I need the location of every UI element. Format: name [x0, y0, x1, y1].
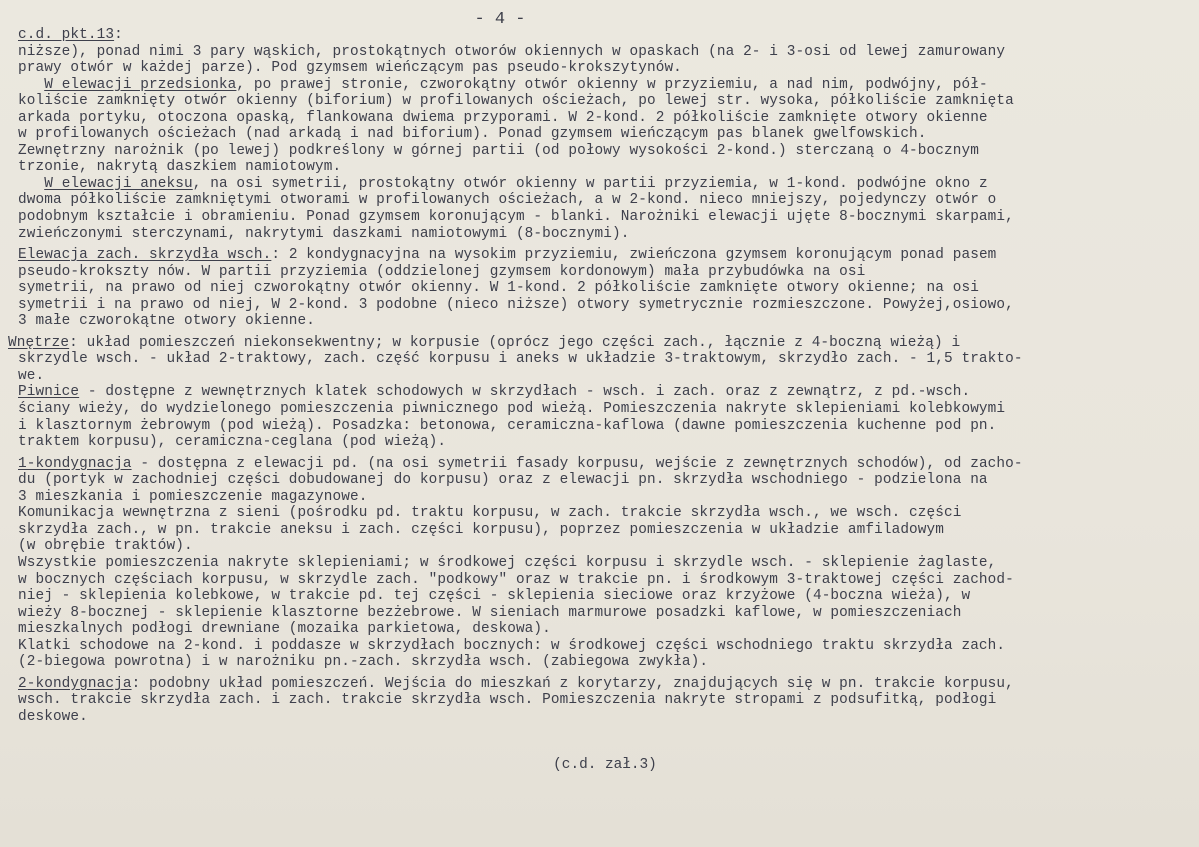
paragraph-elewacja-zach — [18, 247, 1193, 264]
section-heading: W elewacji przedsionka — [44, 76, 237, 93]
text-run: , na osi symetrii, prostokątny otwór okienny w partii przyziemia, w 1-kond. podwójne okno z — [192, 175, 988, 192]
text-line: wieży 8-bocznej - sklepienie klasztorne bezżebrowe. W sieniach marmurowe posadzki kaflowe, w pomieszczeniach — [18, 604, 962, 621]
text-line: 3 mieszkania i pomieszczenie magazynowe. — [18, 488, 368, 505]
text-line: i klasztornym żebrowym (pod wieżą). Posadzka: betonowa, ceramiczna-kaflowa (dawne pomieszczenia kuchenne pod pn. — [18, 417, 997, 434]
paragraph-2-kondygnacja — [18, 676, 1193, 693]
text-line: Wszystkie pomieszczenia nakryte sklepieniami; w środkowej części korpusu i skrzydle wsch. - sklepienie żaglaste, — [18, 554, 997, 571]
text-line: w bocznych częściach korpusu, w skrzydle zach. "podkowy" oraz w trakcie pn. i środkowym 3-traktowej części zachod- — [18, 571, 1014, 588]
text-line: wsch. trakcie skrzydła zach. i zach. trakcie skrzydła wsch. Pomieszczenia nakryte stropami z podsufitką, podłogi — [18, 692, 997, 709]
text-run: : 2 kondygnacyjna na wysokim przyziemiu, zwieńczona gzymsem koronującym ponad pasem — [271, 247, 997, 264]
text-line: w profilowanych ościeżach (nad arkadą i nad biforium). Ponad gzymsem wieńczącym pas blanek gwelfowskich. — [18, 126, 927, 143]
text-line: Zewnętrzny narożnik (po lewej) podkreślony w górnej partii (od połowy wysokości 2-kond.) sterczaną o 4-bocznym — [18, 142, 979, 159]
paragraph-wnetrze — [8, 335, 1193, 352]
text-line: Komunikacja wewnętrzna z sieni (pośrodku pd. traktu korpusu, w zach. trakcie skrzydła wsch., we wsch. części — [18, 505, 962, 522]
text-line: pseudo-krokszty nów. W partii przyziemia (oddzielonej gzymsem kordonowym) mała przybudówka na osi — [18, 263, 866, 280]
text-line: mieszkalnych podłogi drewniane (mozaika parkietowa, deskowa). — [18, 621, 551, 638]
text-line: ściany wieży, do wydzielonego pomieszczenia piwnicznego pod wieżą. Pomieszczenia nakryte sklepieniami kolebkowymi — [18, 401, 1006, 418]
document-body — [8, 27, 1193, 725]
text-run: : układ pomieszczeń niekonsekwentny; w korpusie (oprócz jego części zach., łącznie z 4-boczną wieżą) i — [69, 334, 961, 351]
text-line: skrzydła zach., w pn. trakcie aneksu i zach. części korpusu), poprzez pomieszczenia w układzie amfiladowym — [18, 521, 944, 538]
text-line: 3 małe czworokątne otwory okienne. — [18, 313, 316, 330]
text-line: dwoma półkoliście zamkniętymi otworami w profilowanych ościeżach, a w 2-kond. nieco mniejszy, pojedynczy otwór o — [18, 192, 997, 209]
paragraph-przedsionek — [18, 77, 1193, 94]
continuation-colon: : — [114, 27, 123, 43]
section-heading: Elewacja zach. skrzydła wsch. — [18, 247, 272, 264]
text-line: skrzydle wsch. - układ 2-traktowy, zach. część korpusu i aneks w układzie 3-traktowym, skrzydło zach. - 1,5 trakto- — [18, 351, 1023, 368]
continuation-header — [18, 27, 1193, 44]
text-line: koliście zamknięty otwór okienny (biforium) w profilowanych ościeżach, po lewej str. wysoka, półkoliście zamknięta — [18, 93, 1014, 110]
text-run: - dostępne z wewnętrznych klatek schodowych w skrzydłach - wsch. i zach. oraz z zewnątrz, z pd.-wsch. — [79, 384, 971, 401]
text-line: (2-biegowa powrotna) i w narożniku pn.-zach. skrzydła wsch. (zabiegowa zwykła). — [18, 654, 709, 671]
text-line: symetrii, na prawo od niej czworokątny otwór okienny. W 1-kond. 2 półkoliście zamknięte otwory okienne; na osi — [18, 280, 979, 297]
text-line: (w obrębie traktów). — [18, 538, 193, 555]
text-line: zwieńczonymi sterczynami, nakrytymi daszkami namiotowymi (8-bocznymi). — [18, 225, 630, 242]
text-run: - dostępna z elewacji pd. (na osi symetrii fasady korpusu, wejście z zewnętrznych schodów), od zacho- — [131, 455, 1023, 472]
text-line: prawy otwór w każdej parze). Pod gzymsem wieńczącym pas pseudo-krokszytynów. — [18, 60, 682, 77]
text-line: Klatki schodowe na 2-kond. i poddasze w skrzydłach bocznych: w środkowej części wschodniego traktu skrzydła zach. — [18, 637, 1006, 654]
paragraph-1-kondygnacja — [18, 456, 1193, 473]
text-line: niższe), ponad nimi 3 pary wąskich, prostokątnych otworów okiennych w opaskach (na 2- i 3-osi od lewej zamurowany — [18, 43, 1006, 60]
paragraph-aneks — [18, 176, 1193, 193]
text-line: symetrii i na prawo od niej, W 2-kond. 3 podobne (nieco niższe) otwory symetrycznie rozmieszczone. Powyżej,osiowo, — [18, 296, 1014, 313]
text-line: arkada portyku, otoczona opaską, flankowana dwiema przyporami. W 2-kond. 2 półkoliście zamknięte otwory okienne — [18, 109, 988, 126]
text-line: niej - sklepienia kolebkowe, w trakcie pd. tej części - sklepienia sieciowe oraz krzyżowe (4-boczna wieża), w — [18, 588, 971, 605]
text-line: deskowe. — [18, 708, 88, 725]
text-run: , po prawej stronie, czworokątny otwór okienny w przyziemiu, a nad nim, podwójny, pół- — [236, 76, 988, 93]
section-heading: W elewacji aneksu — [44, 175, 193, 192]
section-heading: Wnętrze — [8, 334, 70, 351]
text-run: : podobny układ pomieszczeń. Wejścia do mieszkań z korytarzy, znajdujących się w pn. trakcie korpusu, — [131, 675, 1014, 692]
section-heading: Piwnice — [18, 384, 80, 401]
text-line: we. — [18, 367, 45, 384]
continuation-label: c.d. pkt.13 — [18, 27, 115, 43]
continuation-footer: (c.d. zał.3) — [553, 757, 657, 773]
text-line: du (portyk w zachodniej części dobudowanej do korpusu) oraz z elewacji pn. skrzydła wschodniego - podzielona na — [18, 472, 988, 489]
text-line: trzonie, nakrytą daszkiem namiotowym. — [18, 159, 342, 176]
text-line: traktem korpusu), ceramiczna-ceglana (pod wieżą). — [18, 434, 447, 451]
section-heading: 2-kondygnacja — [18, 675, 132, 692]
text-line: podobnym kształcie i obramieniu. Ponad gzymsem koronującym - blanki. Narożniki elewacji ujęte 8-bocznymi skarpami, — [18, 209, 1014, 226]
page-number: - 4 - — [474, 10, 526, 29]
section-heading: 1-kondygnacja — [18, 455, 132, 472]
paragraph-piwnice — [18, 384, 1193, 401]
